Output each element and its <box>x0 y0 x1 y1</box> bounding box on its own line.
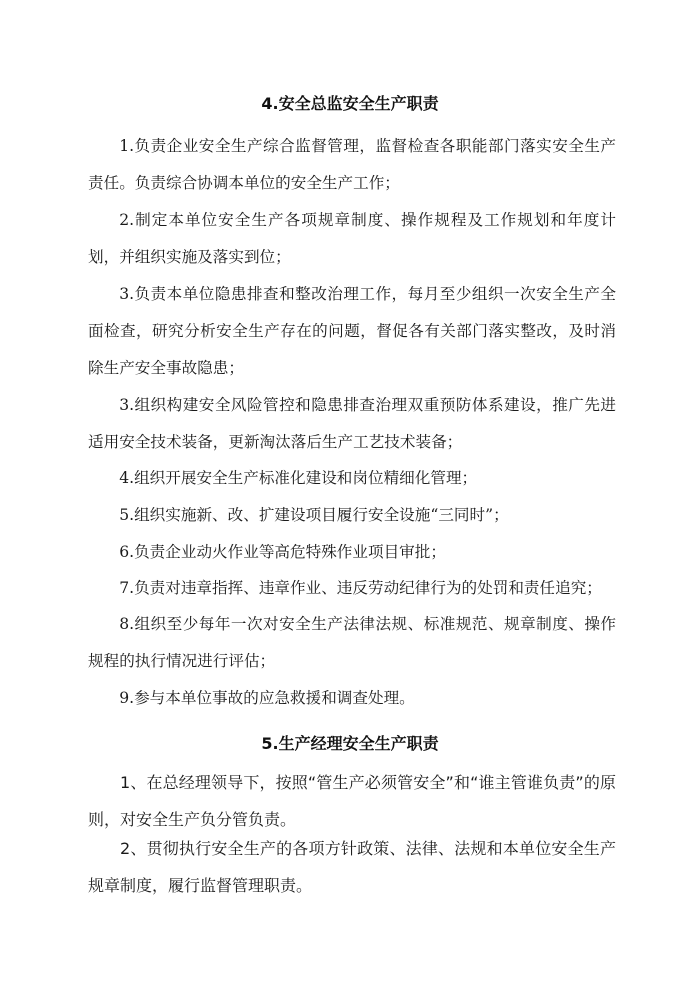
section4-item-2: 2.制定本单位安全生产各项规章制度、操作规程及工作规划和年度计划，并组织实施及落实到位； <box>88 211 616 266</box>
section4-item-7: 6.负责企业动火作业等高危特殊作业项目审批； <box>119 543 446 561</box>
section4-item-1: 1.负责企业安全生产综合监督管理，监督检查各职能部门落实安全生产责任。负责综合协调本单位的安全生产工作； <box>88 137 616 192</box>
section5-item-2: 2、贯彻执行安全生产的各项方针政策、法律、法规和本单位安全生产规章制度，履行监督管理职责。 <box>88 839 616 895</box>
section5-item-1: 1、在总经理领导下，按照“管生产必须管安全”和“谁主管谁负责”的原则，对安全生产负分管负责。 <box>88 773 616 829</box>
section4-item-4: 3.组织构建安全风险管控和隐患排查治理双重预防体系建设，推广先进适用安全技术装备，更新淘汰落后生产工艺技术装备； <box>88 396 616 451</box>
section4-item-3: 3.负责本单位隐患排查和整改治理工作，每月至少组织一次安全生产全面检查，研究分析安全生产存在的问题，督促各有关部门落实整改，及时消除生产安全事故隐患； <box>88 285 616 377</box>
section4-item-6: 5.组织实施新、改、扩建设项目履行安全设施“三同时”； <box>119 506 509 524</box>
section4-item-8: 7.负责对违章指挥、违章作业、违反劳动纪律行为的处罚和责任追究； <box>119 579 602 597</box>
section4-item-9: 8.组织至少每年一次对安全生产法律法规、标准规范、规章制度、操作规程的执行情况进行评估； <box>88 615 616 670</box>
section4-title: 4.安全总监安全生产职责 <box>261 94 439 113</box>
section4-item-5: 4.组织开展安全生产标准化建设和岗位精细化管理； <box>119 469 478 487</box>
section4-item-10: 9.参与本单位事故的应急救援和调查处理。 <box>119 689 415 707</box>
section5-title: 5.生产经理安全生产职责 <box>261 734 439 753</box>
